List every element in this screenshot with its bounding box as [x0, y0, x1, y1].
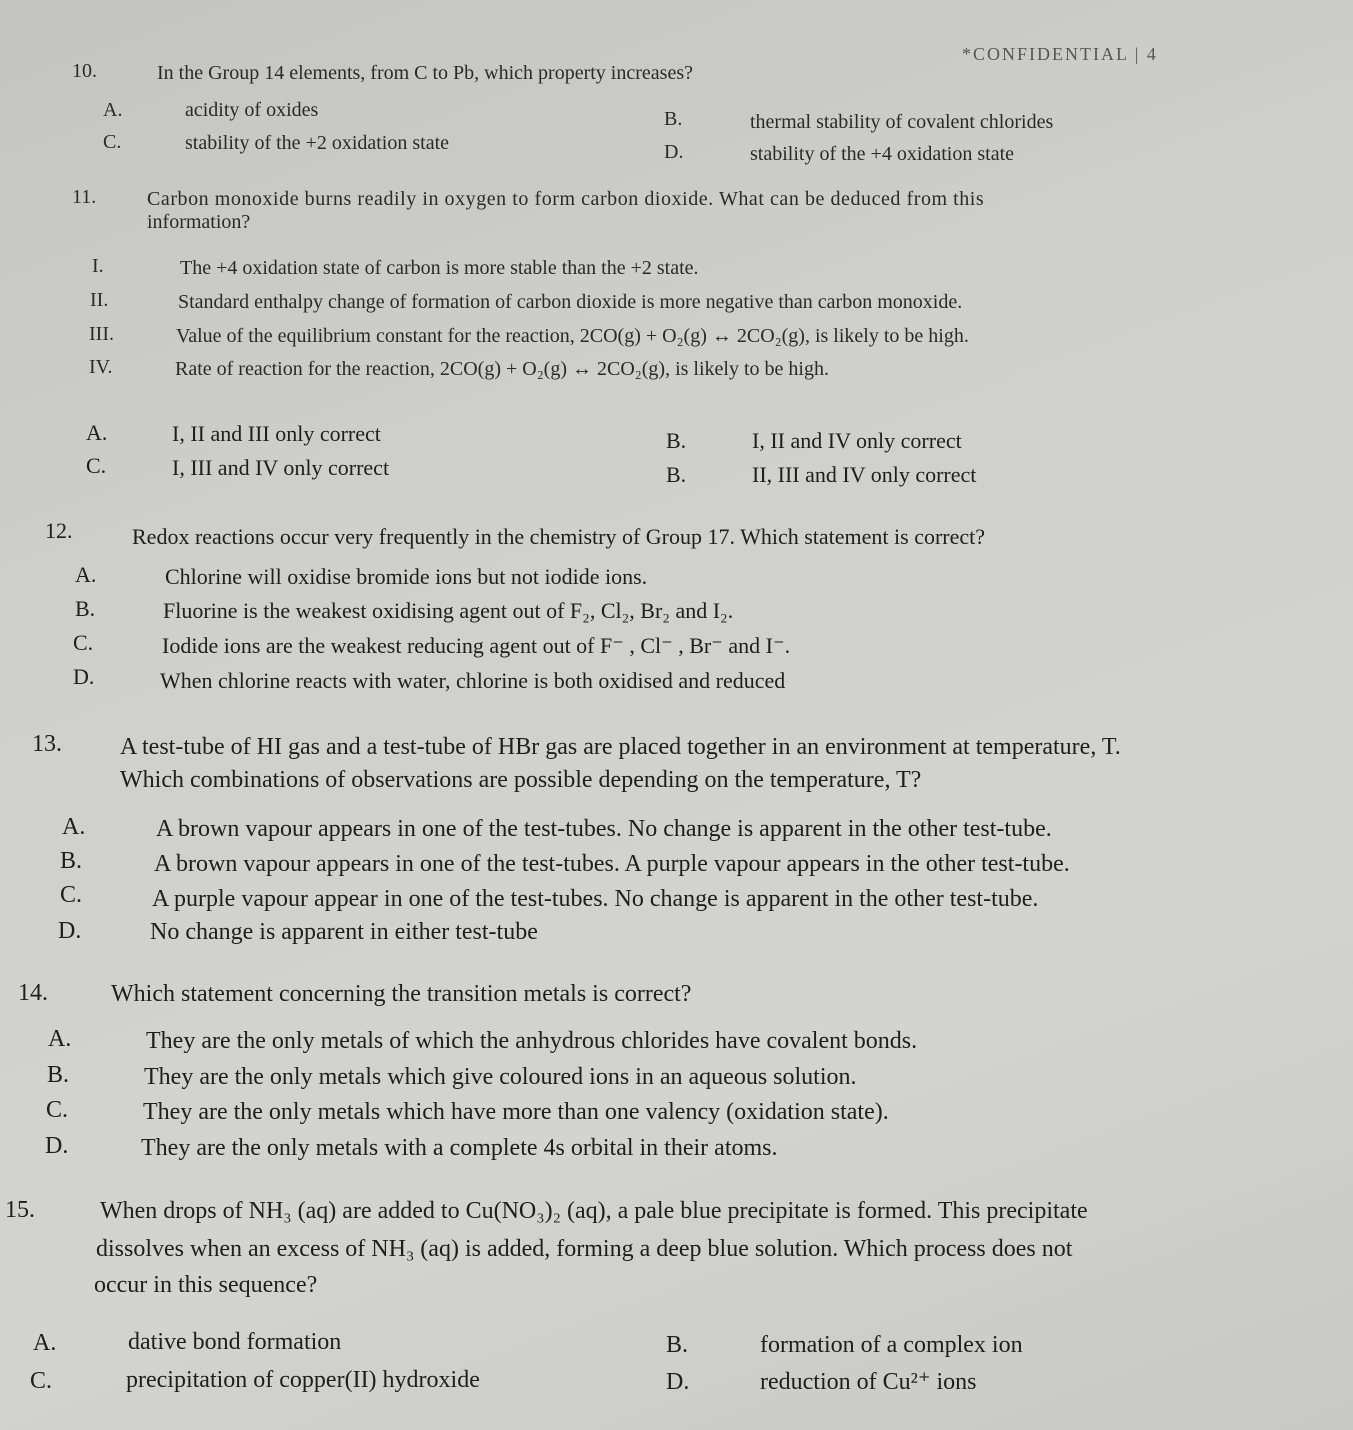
option-text: formation of a complex ion: [760, 1332, 1023, 1358]
option-text: I, II and III only correct: [172, 421, 381, 446]
question-number: 13.: [32, 731, 62, 757]
question-number: 15.: [5, 1197, 35, 1223]
statement-text: Rate of reaction for the reaction, 2CO(g) + O₂(g) ↔ 2CO₂(g), is likely to be high.: [175, 358, 829, 380]
option-label: D.: [664, 141, 684, 163]
question-number: 10.: [72, 60, 97, 82]
option-text: They are the only metals with a complete 4s orbital in their atoms.: [141, 1135, 778, 1161]
option-label: B.: [60, 848, 83, 874]
option-text: A brown vapour appears in one of the test-tubes. A purple vapour appears in the other test-tube.: [154, 851, 1070, 877]
option-text: They are the only metals which give coloured ions in an aqueous solution.: [144, 1064, 857, 1090]
question-number: 12.: [45, 518, 73, 543]
option-text: A brown vapour appears in one of the test-tubes. No change is apparent in the other test-tube.: [156, 816, 1052, 842]
option-label: A.: [33, 1330, 57, 1356]
option-label: D.: [666, 1369, 690, 1395]
option-label: C.: [60, 882, 83, 908]
option-text: Fluorine is the weakest oxidising agent out of F₂, Cl₂, Br₂ and I₂.: [163, 598, 734, 623]
option-text: stability of the +4 oxidation state: [750, 143, 1015, 165]
option-label: B.: [666, 1332, 689, 1358]
option-text: acidity of oxides: [185, 99, 319, 121]
question-number: 14.: [18, 980, 48, 1006]
question-stem: In the Group 14 elements, from C to Pb, which property increases?: [157, 62, 693, 84]
question-stem: A test-tube of HI gas and a test-tube of HBr gas are placed together in an environment at temperature, T.: [120, 734, 1121, 760]
question-stem: When drops of NH₃ (aq) are added to Cu(NO₃)₂ (aq), a pale blue precipitate is formed. This precipitate: [100, 1198, 1088, 1224]
statement-label: I.: [92, 255, 104, 277]
option-label: C.: [103, 131, 122, 153]
option-text: They are the only metals of which the anhydrous chlorides have covalent bonds.: [146, 1028, 918, 1054]
option-text: When chlorine reacts with water, chlorine is both oxidised and reduced: [160, 668, 786, 693]
question-number: 11.: [72, 186, 97, 208]
option-label: C.: [86, 453, 107, 478]
option-label: B.: [666, 462, 687, 487]
option-label: A.: [103, 99, 123, 121]
statement-text: The +4 oxidation state of carbon is more stable than the +2 state.: [180, 257, 699, 279]
option-label: B.: [666, 428, 687, 453]
option-text: I, II and IV only correct: [752, 428, 962, 453]
option-text: I, III and IV only correct: [172, 455, 390, 480]
option-label: C.: [73, 630, 94, 655]
question-stem: occur in this sequence?: [94, 1272, 318, 1298]
option-label: A.: [62, 814, 86, 840]
option-label: C.: [30, 1368, 53, 1394]
option-label: A.: [48, 1026, 72, 1052]
question-stem: Carbon monoxide burns readily in oxygen to form carbon dioxide. What can be deduced from this: [147, 188, 985, 210]
option-text: precipitation of copper(II) hydroxide: [126, 1367, 480, 1393]
statement-label: II.: [90, 289, 109, 311]
option-label: D.: [58, 918, 82, 944]
option-label: C.: [46, 1097, 69, 1123]
confidential-header: *CONFIDENTIAL | 4: [962, 44, 1158, 64]
option-label: D.: [73, 664, 95, 689]
statement-text: Value of the equilibrium constant for the reaction, 2CO(g) + O₂(g) ↔ 2CO₂(g), is likely to be high.: [176, 325, 969, 347]
statement-text: Standard enthalpy change of formation of carbon dioxide is more negative than carbon monoxide.: [178, 291, 963, 313]
option-text: They are the only metals which have more than one valency (oxidation state).: [143, 1099, 889, 1125]
option-label: B.: [47, 1062, 70, 1088]
option-label: B.: [75, 596, 96, 621]
option-label: D.: [45, 1133, 69, 1159]
option-text: No change is apparent in either test-tube: [150, 919, 538, 945]
question-stem: Which combinations of observations are possible depending on the temperature, T?: [120, 767, 922, 793]
option-text: Chlorine will oxidise bromide ions but not iodide ions.: [165, 564, 648, 589]
option-text: Iodide ions are the weakest reducing agent out of F⁻ , Cl⁻ , Br⁻ and I⁻.: [162, 633, 791, 658]
option-text: dative bond formation: [128, 1329, 342, 1355]
question-stem: Redox reactions occur very frequently in the chemistry of Group 17. Which statement is correct?: [132, 524, 986, 549]
option-text: II, III and IV only correct: [752, 462, 977, 487]
question-stem: information?: [147, 211, 251, 233]
statement-label: III.: [89, 323, 114, 345]
option-label: A.: [86, 420, 108, 445]
question-stem: dissolves when an excess of NH₃ (aq) is added, forming a deep blue solution. Which process does not: [96, 1236, 1073, 1262]
option-label: B.: [664, 108, 683, 130]
option-text: thermal stability of covalent chlorides: [750, 111, 1054, 133]
option-text: reduction of Cu²⁺ ions: [760, 1369, 977, 1395]
option-text: A purple vapour appear in one of the test-tubes. No change is apparent in the other test-tube.: [152, 886, 1039, 912]
option-label: A.: [75, 562, 97, 587]
option-text: stability of the +2 oxidation state: [185, 132, 450, 154]
question-stem: Which statement concerning the transition metals is correct?: [111, 981, 692, 1007]
statement-label: IV.: [89, 356, 113, 378]
